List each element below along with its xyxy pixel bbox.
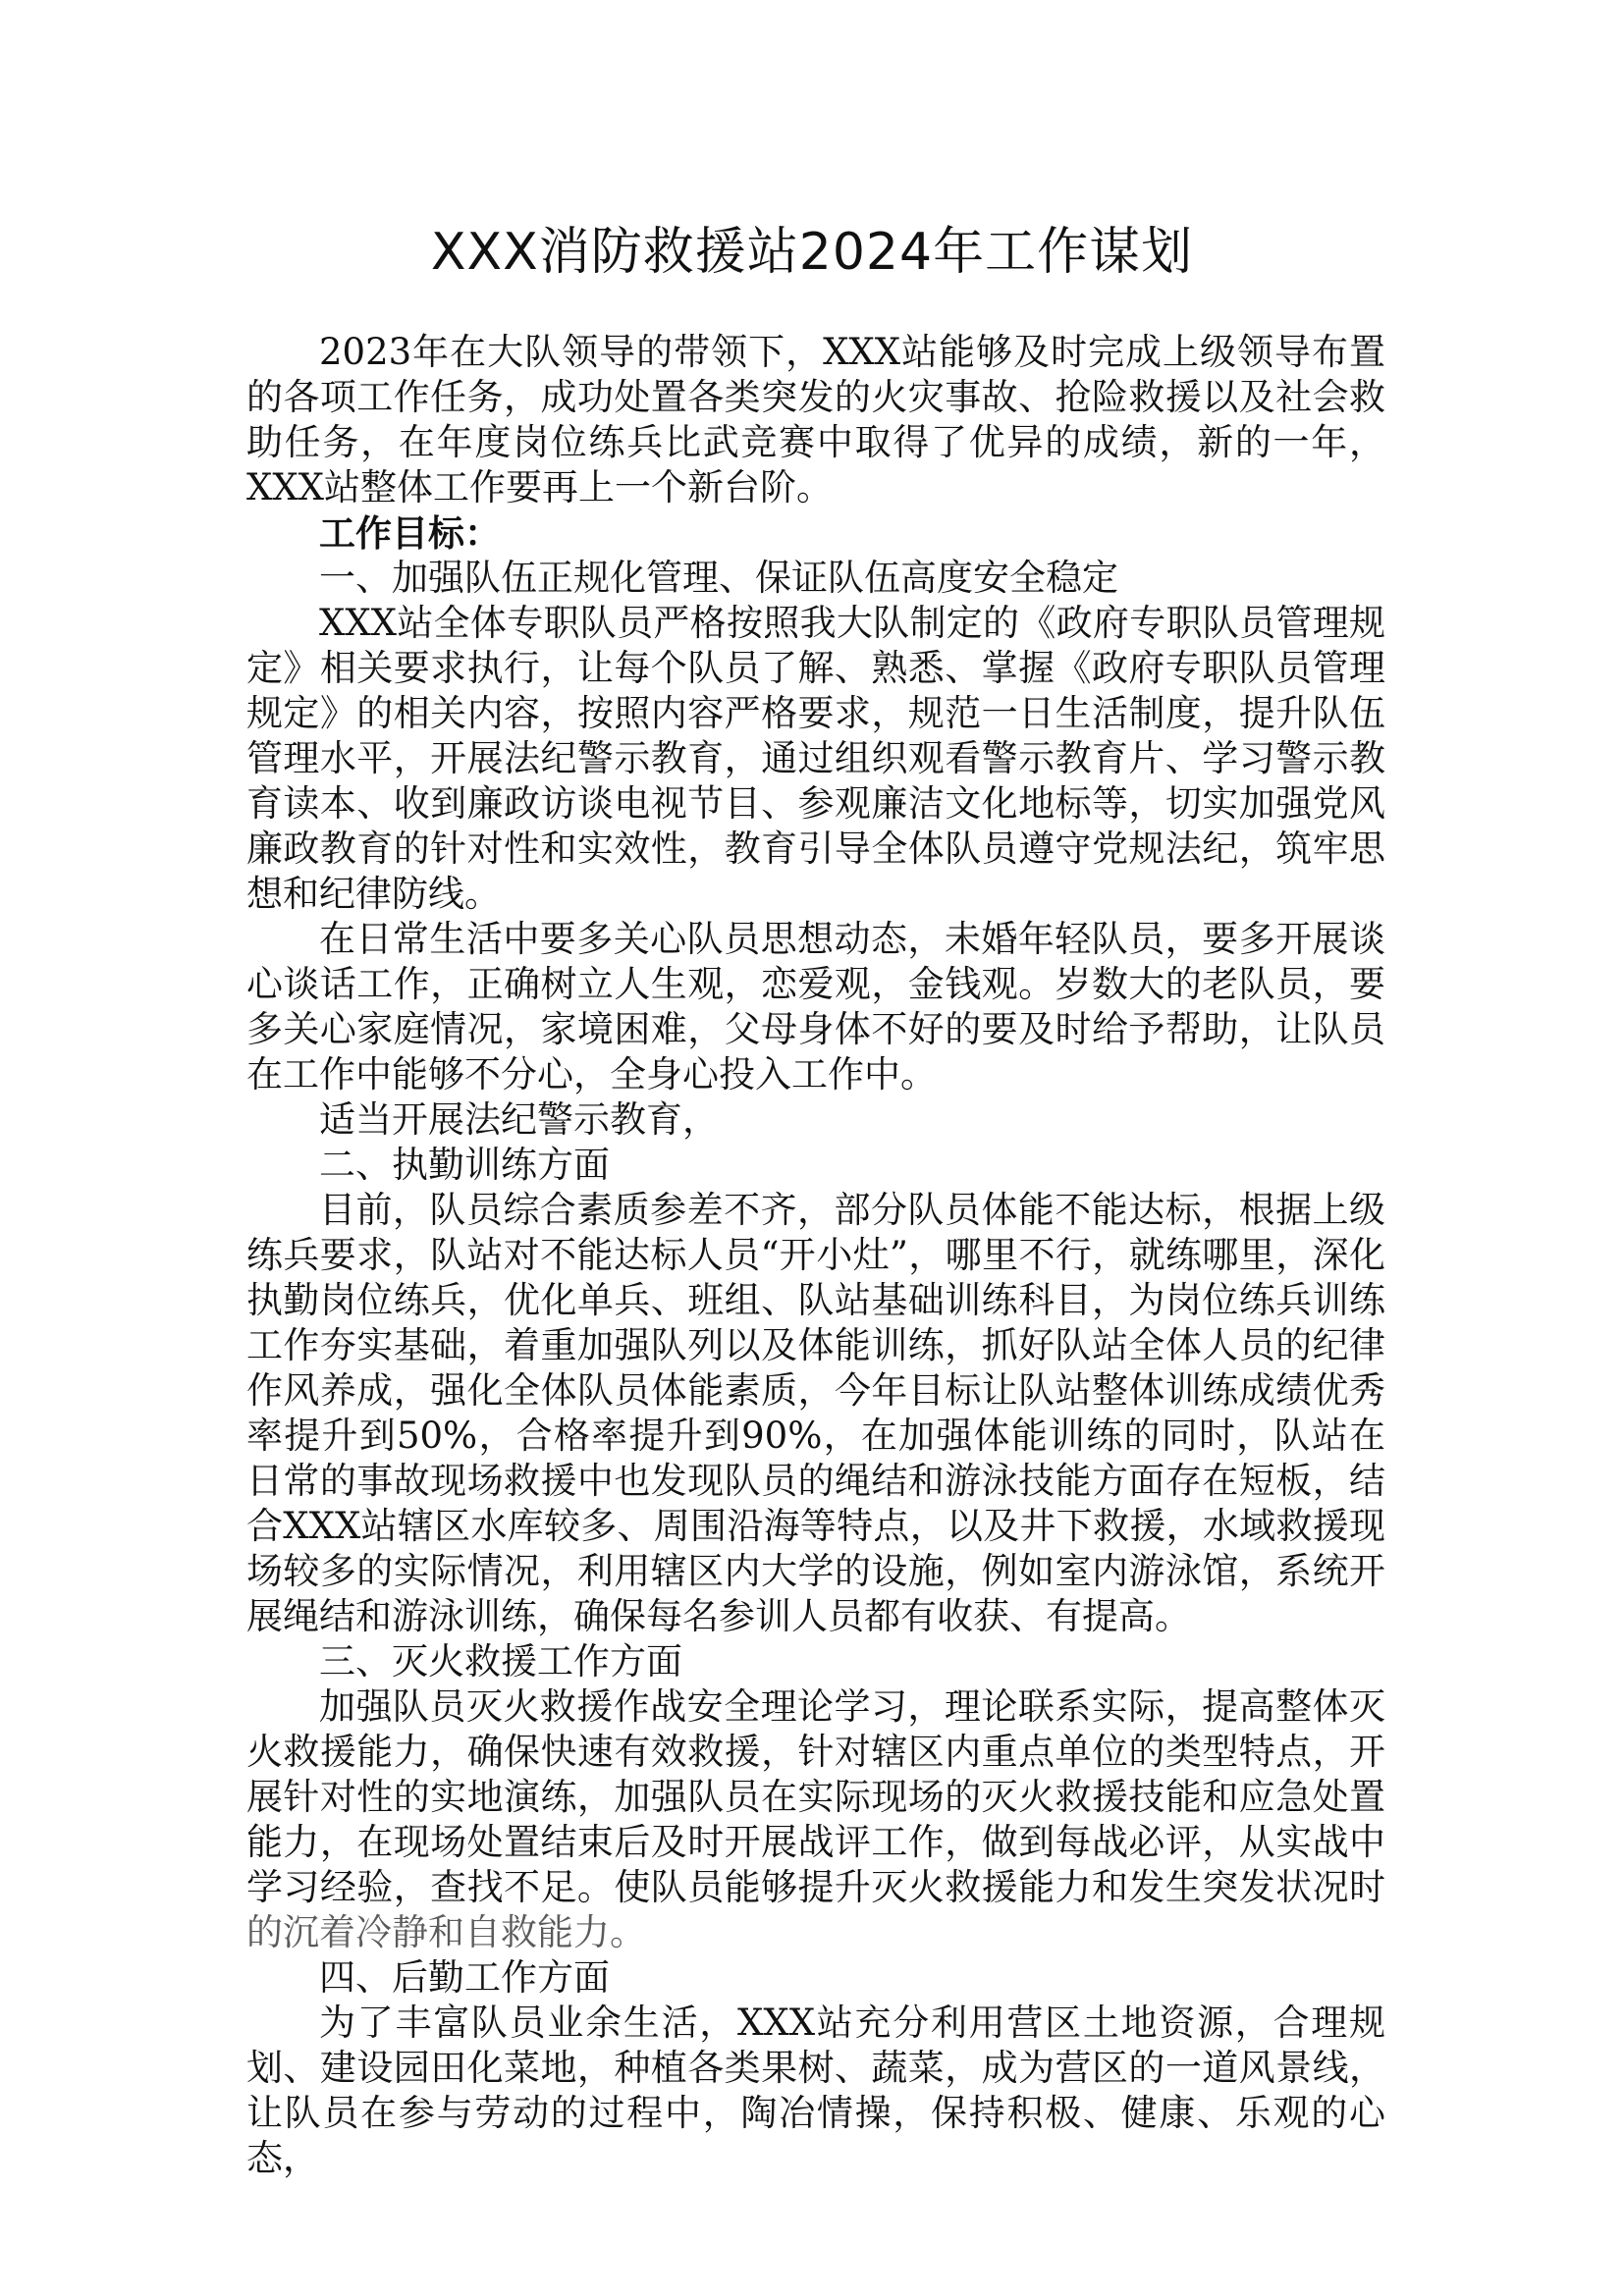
section-3-paragraph-main: 加强队员灭火救援作战安全理论学习，理论联系实际，提高整体灭火救援能力，确保快速有效救援，针对辖区内重点单位的类型特点，开展针对性的实地演练，加强队员在实际现场的灭火救援技能和应急处置能力，在现场处置结束后及时开展战评工作，做到每战必评，从实战中学习经验，查找不足。使队员能够提升灭火救援能力和发生突发状况时 xyxy=(246,1685,1385,1908)
section-3-paragraph-tail: 的沉着冷静和自救能力。 xyxy=(246,1911,646,1953)
page-title: XXX消防救援站2024年工作谋划 xyxy=(430,223,1194,282)
section-2-paragraph-1: 目前，队员综合素质参差不齐，部分队员体能不能达标，根据上级练兵要求，队站对不能达标人员“开小灶”，哪里不行，就练哪里，深化执勤岗位练兵，优化单兵、班组、队站基础训练科目，为岗位练兵训练工作夯实基础，着重加强队列以及体能训练，抓好队站全体人员的纪律作风养成，强化全体队员体能素质，今年目标让队站整体训练成绩优秀率提升到50%，合格率提升到90%，在加强体能训练的同时，队站在日常的事故现场救援中也发现队员的绳结和游泳技能方面存在短板，结合XXX站辖区水库较多、周围沿海等特点，以及井下救援，水域救援现场较多的实际情况，利用辖区内大学的设施，例如室内游泳馆，系统开展绳结和游泳训练，确保每名参训人员都有收获、有提高。 xyxy=(246,1189,1385,1637)
intro-paragraph: 2023年在大队领导的带领下，XXX站能够及时完成上级领导布置的各项工作任务，成功处置各类突发的火灾事故、抢险救援以及社会救助任务，在年度岗位练兵比武竞赛中取得了优异的成绩，新的一年，XXX站整体工作要再上一个新台阶。 xyxy=(246,331,1385,508)
section-3-heading: 三、灭火救援工作方面 xyxy=(319,1640,682,1682)
goals-heading: 工作目标： xyxy=(319,511,501,555)
section-1-paragraph-3: 适当开展法纪警示教育， xyxy=(319,1098,719,1141)
section-4-heading: 四、后勤工作方面 xyxy=(319,1956,610,1999)
section-1-paragraph-1: XXX站全体专职队员严格按照我大队制定的《政府专职队员管理规定》相关要求执行，让每个队员了解、熟悉、掌握《政府专职队员管理规定》的相关内容，按照内容严格要求，规范一日生活制度，提升队伍管理水平，开展法纪警示教育，通过组织观看警示教育片、学习警示教育读本、收到廉政访谈电视节目、参观廉洁文化地标等，切实加强党风廉政教育的针对性和实效性，教育引导全体队员遵守党规法纪，筑牢思想和纪律防线。 xyxy=(246,602,1385,915)
section-4-paragraph-1: 为了丰富队员业余生活，XXX站充分利用营区土地资源，合理规划、建设园田化菜地，种植各类果树、蔬菜，成为营区的一道风景线，让队员在参与劳动的过程中，陶冶情操，保持积极、健康、乐观的心态， xyxy=(246,2002,1385,2179)
section-2-heading: 二、执勤训练方面 xyxy=(319,1144,610,1186)
section-1-paragraph-2: 在日常生活中要多关心队员思想动态，未婚年轻队员，要多开展谈心谈话工作，正确树立人生观，恋爱观，金钱观。岁数大的老队员，要多关心家庭情况，家境困难，父母身体不好的要及时给予帮助，让队员在工作中能够不分心，全身心投入工作中。 xyxy=(246,918,1385,1095)
section-1-heading: 一、加强队伍正规化管理、保证队伍高度安全稳定 xyxy=(319,557,1118,599)
section-3-paragraph-1 xyxy=(246,1684,1385,1955)
document-body xyxy=(246,330,1385,2181)
